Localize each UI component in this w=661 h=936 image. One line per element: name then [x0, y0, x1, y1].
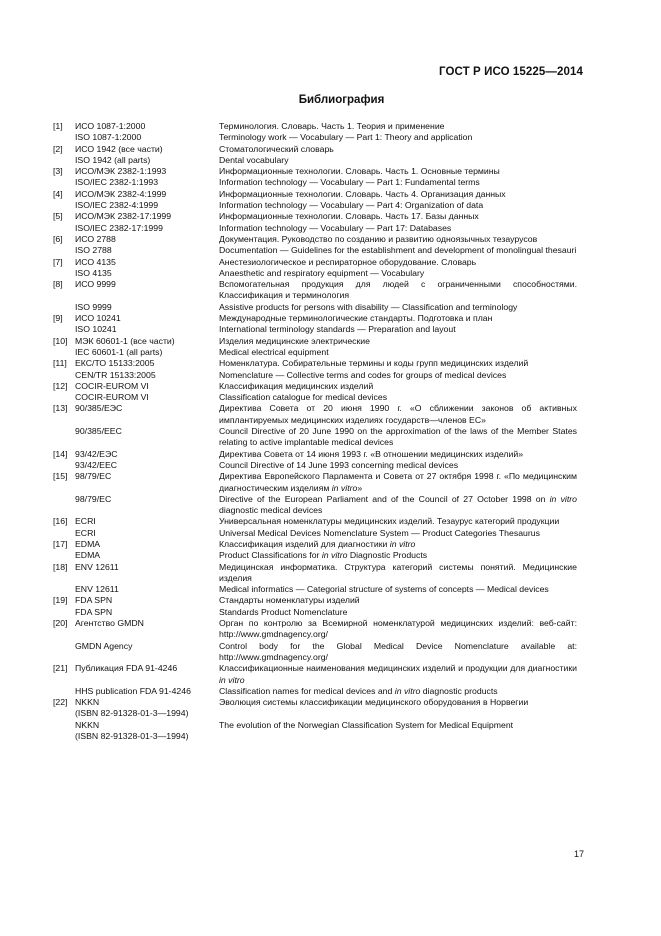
bib-code: ЕКС/ТО 15133:2005: [75, 358, 155, 369]
bib-row-russian: [75, 336, 577, 347]
bib-code: NKKN (ISBN 82-91328-01-3—1994): [75, 697, 189, 719]
bib-code: ИСО 1087-1:2000: [75, 121, 146, 131]
standard-header: ГОСТ Р ИСО 15225—2014: [438, 66, 583, 78]
bib-row-russian: [75, 449, 577, 460]
bib-row-russian: [75, 562, 577, 585]
bib-row-russian: [75, 121, 577, 132]
bib-title: Эволюция системы классификации медицинского оборудования в Норвегии: [219, 697, 529, 708]
bib-code: ENV 12611: [75, 584, 119, 595]
bib-entry-number: [7]: [53, 256, 63, 267]
bib-title: Классификационные наименования медицинских изделий и продукции для диагностики in vitro: [219, 663, 577, 685]
bib-title: Международные терминологические стандарты. Подготовка и план: [219, 313, 493, 324]
bib-entry: [53, 358, 577, 381]
bib-row-english: [75, 177, 577, 188]
bib-title: Стоматологический словарь: [219, 143, 334, 154]
bib-row-english: [75, 132, 577, 143]
bib-code: 90/385/EEC: [75, 426, 122, 437]
bib-code: Агентство GMDN: [75, 618, 144, 629]
bib-entry: [53, 697, 577, 742]
bib-title: Орган по контролю за Всемирной номенклатурой медицинских изделий: веб-сайт: http://www.gmdnagency.org/: [219, 618, 577, 640]
bib-code: FDA SPN: [75, 606, 113, 617]
bib-entry: [53, 562, 577, 596]
bib-title: Директива Европейского Парламента и Совета от 27 октября 1998 г. «По медицинским диагностическим изделиям in vitro»: [219, 471, 577, 493]
bib-entry: [53, 663, 577, 697]
bib-row-russian: [75, 618, 577, 641]
bib-entry: [53, 595, 577, 618]
bib-row-english: [75, 302, 577, 313]
bib-code: 98/79/EC: [75, 493, 112, 504]
bib-code: ИСО 4135: [75, 256, 116, 267]
bib-code: ИСО 1942 (все части): [75, 143, 163, 154]
bib-code: 90/385/ЕЭС: [75, 403, 123, 414]
bib-entry-number: [17]: [53, 538, 68, 549]
bib-entry: [53, 279, 577, 313]
bib-entry-number: [15]: [53, 471, 68, 482]
bib-row-english: [75, 268, 577, 279]
bib-code: ISO 2788: [75, 245, 112, 256]
bib-code: ISO 9999: [75, 301, 112, 312]
bib-row-english: [75, 460, 577, 471]
bib-title: Медицинская информатика. Структура категорий системы понятий. Медицинские изделия: [219, 561, 577, 583]
bib-entry-number: [4]: [53, 188, 63, 199]
bib-title: Директива Совета от 14 июня 1993 г. «В отношении медицинских изделий»: [219, 448, 524, 459]
bib-entry: [53, 144, 577, 167]
bib-entry-number: [16]: [53, 516, 68, 527]
bib-title: Terminology work — Vocabulary — Part 1: Theory and application: [219, 132, 473, 143]
bib-code: ISO/IEC 2382-4:1999: [75, 200, 159, 211]
bib-code: ИСО 9999: [75, 279, 116, 290]
bib-entry: [53, 618, 577, 663]
bib-code: ИСО 2788: [75, 233, 116, 244]
bib-title: Directive of the European Parliament and of the Council of 27 October 1998 on in vitro diagnostic medical devices: [219, 493, 577, 516]
bib-title: Классификация медицинских изделий: [219, 380, 374, 391]
bib-entry-number: [3]: [53, 166, 63, 177]
bib-entry: [53, 121, 577, 144]
bib-code: Публикация FDA 91-4246: [75, 663, 178, 674]
bib-entry: [53, 516, 577, 539]
bib-entry-number: [14]: [53, 448, 68, 459]
page-title: Библиография: [298, 94, 385, 106]
bib-code: COCIR-EUROM VI: [75, 392, 149, 403]
bib-title: Documentation — Guidelines for the establishment and development of monolingual thesauri: [219, 245, 577, 256]
bib-code: ISO 1942 (all parts): [75, 154, 151, 165]
bib-title: Medical electrical equipment: [219, 346, 329, 357]
bib-entry-number: [6]: [53, 233, 63, 244]
bib-code: EDMA: [75, 538, 101, 549]
bib-row-russian: [75, 358, 577, 369]
bib-code: IEC 60601-1 (all parts): [75, 346, 163, 357]
bib-entry-number: [2]: [53, 143, 63, 154]
bib-title: Информационные технологии. Словарь. Часть 1. Основные термины: [219, 166, 500, 177]
bib-entry-number: [5]: [53, 211, 63, 222]
bib-title: Dental vocabulary: [219, 154, 289, 165]
bib-row-english: [75, 550, 577, 561]
bib-code: EDMA: [75, 550, 101, 561]
bib-code: ISO 10241: [75, 324, 117, 335]
bib-code: 93/42/ЕЭС: [75, 448, 118, 459]
bib-row-russian: [75, 257, 577, 268]
bib-code: ECRI: [75, 527, 96, 538]
bib-row-english: [75, 200, 577, 211]
bib-row-russian: [75, 471, 577, 494]
bib-entry-number: [22]: [53, 697, 68, 708]
bib-code: ISO/IEC 2382-17:1999: [75, 222, 163, 233]
bib-entry: [53, 403, 577, 448]
bib-title: Universal Medical Devices Nomenclature System — Product Categories Thesaurus: [219, 527, 540, 538]
bib-entry: [53, 166, 577, 189]
bib-title: Council Directive of 14 June 1993 concerning medical devices: [219, 459, 459, 470]
bib-row-russian: [75, 516, 577, 527]
bib-code: NKKN (ISBN 82-91328-01-3—1994): [75, 719, 189, 742]
bib-entry: [53, 381, 577, 404]
bib-row-english: [75, 245, 577, 256]
bib-title: Medical informatics — Categorial structure of systems of concepts — Medical devices: [219, 584, 549, 595]
bib-title: International terminology standards — Preparation and layout: [219, 324, 456, 335]
bib-row-english: [75, 392, 577, 403]
page-number: 17: [573, 849, 584, 859]
bib-entry: [53, 336, 577, 359]
bib-entry: [53, 189, 577, 212]
bib-title: Assistive products for persons with disability — Classification and terminology: [219, 301, 518, 312]
bib-entry: [53, 471, 577, 516]
bib-code: МЭК 60601-1 (все части): [75, 335, 175, 346]
bib-entry-number: [11]: [53, 358, 67, 369]
bib-row-english: [75, 641, 577, 664]
bib-entry-number: [21]: [53, 663, 68, 674]
bib-row-russian: [75, 313, 577, 324]
bib-title: Информационные технологии. Словарь. Часть 17. Базы данных: [219, 211, 479, 222]
bib-code: GMDN Agency: [75, 640, 133, 651]
bib-row-russian: [75, 403, 577, 426]
bib-title: Терминология. Словарь. Часть 1. Теория и применение: [219, 121, 445, 131]
bib-title: Classification catalogue for medical devices: [219, 392, 388, 403]
bib-title: The evolution of the Norwegian Classification System for Medical Equipment: [219, 719, 514, 730]
bib-title: Анестезиологическое и респираторное оборудование. Словарь: [219, 256, 477, 267]
bib-title: Anaesthetic and respiratory equipment — Vocabulary: [219, 267, 425, 278]
bib-row-english: [75, 607, 577, 618]
bib-entry-number: [18]: [53, 561, 68, 572]
bib-code: ISO/IEC 2382-1:1993: [75, 177, 159, 188]
bib-code: ИСО/МЭК 2382-17:1999: [75, 211, 172, 222]
bib-title: Информационные технологии. Словарь. Часть 4. Организация данных: [219, 188, 506, 199]
bib-title: Документация. Руководство по созданию и развитию одноязычных тезаурусов: [219, 233, 538, 244]
bib-title: Standards Product Nomenclature: [219, 606, 348, 617]
bib-row-russian: [75, 234, 577, 245]
bib-title: Information technology — Vocabulary — Part 1: Fundamental terms: [219, 177, 480, 188]
bib-entry-number: [20]: [53, 618, 68, 629]
bib-entry-number: [8]: [53, 279, 63, 290]
bib-entry: [53, 257, 577, 280]
bib-row-russian: [75, 279, 577, 302]
bib-row-russian: [75, 189, 577, 200]
bib-code: ISO 1087-1:2000: [75, 132, 142, 143]
bib-code: COCIR-EUROM VI: [75, 380, 149, 391]
bib-title: Вспомогательная продукция для людей с ограниченными способностями. Классификация и терминология: [219, 279, 577, 301]
bib-entry: [53, 313, 577, 336]
bib-row-english: [75, 720, 577, 743]
bib-row-english: [75, 155, 577, 166]
bib-entry: [53, 211, 577, 234]
bib-title: Information technology — Vocabulary — Part 17: Databases: [219, 222, 452, 233]
bib-code: ECRI: [75, 516, 96, 527]
bib-title: Information technology — Vocabulary — Part 4: Organization of data: [219, 200, 484, 211]
bib-title: Control body for the Global Medical Device Nomenclature available at: http://www.gmdnagency.org/: [219, 640, 577, 662]
bib-title: Стандарты номенклатуры изделий: [219, 595, 360, 606]
bib-row-english: [75, 686, 577, 697]
bib-entry-number: [13]: [53, 403, 68, 414]
bib-code: ИСО 10241: [75, 313, 121, 324]
bib-title: Номенклатура. Собирательные термины и коды групп медицинских изделий: [219, 358, 529, 369]
bib-code: 93/42/EEC: [75, 459, 118, 470]
bib-entry-number: [10]: [53, 335, 68, 346]
bib-code: ISO 4135: [75, 267, 112, 278]
bib-row-english: [75, 528, 577, 539]
bib-row-russian: [75, 539, 577, 550]
bib-entry-number: [19]: [53, 595, 68, 606]
bib-entry-number: [1]: [53, 121, 63, 131]
bib-row-russian: [75, 663, 577, 686]
bib-row-english: [75, 426, 577, 449]
bib-row-english: [75, 370, 577, 381]
bib-entry-number: [12]: [53, 380, 68, 391]
bib-title: Классификация изделий для диагностики in vitro: [219, 538, 416, 549]
bib-title: Универсальная номенклатуры медицинских изделий. Тезаурус категорий продукции: [219, 516, 560, 527]
bib-code: CEN/TR 15133:2005: [75, 369, 156, 380]
bib-row-english: [75, 324, 577, 335]
bib-code: ИСО/МЭК 2382-4:1999: [75, 188, 167, 199]
bib-code: HHS publication FDA 91-4246: [75, 685, 191, 696]
bib-title: Директива Совета от 20 июня 1990 г. «О сближении законов об активных имплантируемых медицинских изделиях государств—членов ЕС»: [219, 403, 577, 425]
bib-code: FDA SPN: [75, 595, 113, 606]
bib-row-english: [75, 584, 577, 595]
bib-title: Council Directive of 20 June 1990 on the approximation of the laws of the Member States relating to active implantable medical devices: [219, 426, 577, 448]
bib-entry-number: [9]: [53, 313, 63, 324]
bib-code: 98/79/ЕС: [75, 471, 112, 482]
bib-title: Изделия медицинские электрические: [219, 335, 370, 346]
bib-row-russian: [75, 595, 577, 606]
bibliography-list: [53, 121, 577, 742]
bib-code: ENV 12611: [75, 561, 119, 572]
bib-title: Product Classifications for in vitro Diagnostic Products: [219, 550, 428, 561]
bib-row-english: [75, 347, 577, 358]
bib-row-russian: [75, 697, 577, 720]
bib-entry: [53, 234, 577, 257]
bib-title: Classification names for medical devices and in vitro diagnostic products: [219, 685, 498, 696]
bib-row-russian: [75, 381, 577, 392]
bib-title: Nomenclature — Collective terms and codes for groups of medical devices: [219, 369, 507, 380]
bib-row-english: [75, 223, 577, 234]
bib-entry: [53, 449, 577, 472]
bib-row-english: [75, 494, 577, 517]
bib-code: ИСО/МЭК 2382-1:1993: [75, 166, 167, 177]
bib-row-russian: [75, 166, 577, 177]
bib-entry: [53, 539, 577, 562]
bib-row-russian: [75, 144, 577, 155]
bib-row-russian: [75, 211, 577, 222]
